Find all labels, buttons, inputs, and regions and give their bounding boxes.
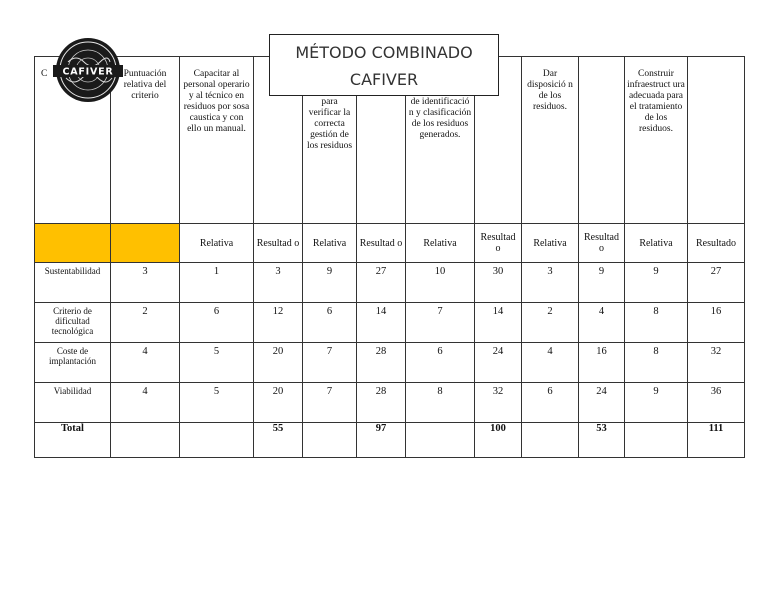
total-cell: 53: [579, 423, 625, 458]
table-cell: 24: [475, 343, 522, 383]
table-cell: 32: [475, 383, 522, 423]
criterio-cell: Sustentabilidad: [35, 263, 111, 303]
title-box: [269, 34, 499, 96]
table-cell: 16: [688, 303, 745, 343]
table-cell: 10: [406, 263, 475, 303]
header-alternativa-4: Dar disposició n de los residuos.: [522, 57, 579, 224]
criterio-cell: Coste de implantación: [35, 343, 111, 383]
criterio-cell: Criterio de dificultad tecnológica: [35, 303, 111, 343]
table-cell: 7: [303, 383, 357, 423]
table-cell: 3: [254, 263, 303, 303]
table-cell: 3: [111, 263, 180, 303]
table-cell: 8: [625, 343, 688, 383]
subheader-cell: [35, 224, 111, 263]
table-cell: 7: [303, 343, 357, 383]
table-cell: 24: [579, 383, 625, 423]
table-cell: 4: [579, 303, 625, 343]
criterio-cell: Viabilidad: [35, 383, 111, 423]
table-cell: 6: [180, 303, 254, 343]
table-cell: 9: [303, 263, 357, 303]
table-cell: 12: [254, 303, 303, 343]
table-cell: 7: [406, 303, 475, 343]
total-cell: [522, 423, 579, 458]
total-cell: 55: [254, 423, 303, 458]
table-cell: 6: [406, 343, 475, 383]
table-row: [35, 343, 745, 383]
total-cell: [625, 423, 688, 458]
subheader-cell: Relativa: [180, 224, 254, 263]
logo-text: CAFIVER: [62, 66, 114, 78]
table-cell: 20: [254, 383, 303, 423]
table-cell: 14: [357, 303, 406, 343]
header-alternativa-5: Construir infraestruct ura adecuada para el tratamiento de los residuos.: [625, 57, 688, 224]
table-cell: 28: [357, 343, 406, 383]
subheader-row: [35, 224, 745, 263]
subheader-cell: Resultad o: [579, 224, 625, 263]
subheader-cell: Relativa: [406, 224, 475, 263]
total-cell: [303, 423, 357, 458]
table-cell: 5: [180, 343, 254, 383]
subheader-cell: Relativa: [303, 224, 357, 263]
total-cell: 111: [688, 423, 745, 458]
subheader-cell: Resultad o: [475, 224, 522, 263]
header-alternativa-3: de identificació n y clasificación de los residuos generados.: [406, 57, 475, 224]
table-cell: 27: [357, 263, 406, 303]
table-cell: 9: [625, 383, 688, 423]
table-cell: 27: [688, 263, 745, 303]
header-empty: [688, 57, 745, 224]
table-cell: 8: [625, 303, 688, 343]
subheader-cell: Resultado: [688, 224, 745, 263]
subheader-cell: [111, 224, 180, 263]
table-cell: 1: [180, 263, 254, 303]
table-cell: 14: [475, 303, 522, 343]
subheader-cell: Resultad o: [357, 224, 406, 263]
table-cell: 6: [522, 383, 579, 423]
evaluation-table: [34, 56, 745, 458]
table-cell: 2: [522, 303, 579, 343]
table-cell: 28: [357, 383, 406, 423]
table-row: [35, 303, 745, 343]
header-criterio: C: [35, 57, 111, 224]
table-cell: 4: [111, 343, 180, 383]
header-puntuacion: Puntuación relativa del criterio: [111, 57, 180, 224]
table-cell: 36: [688, 383, 745, 423]
table-cell: 2: [111, 303, 180, 343]
table-cell: 6: [303, 303, 357, 343]
table-cell: 4: [111, 383, 180, 423]
table-cell: 3: [522, 263, 579, 303]
table-row: [35, 383, 745, 423]
header-empty: [579, 57, 625, 224]
cafiver-logo: [52, 36, 124, 104]
total-cell: 100: [475, 423, 522, 458]
total-cell: [406, 423, 475, 458]
table-cell: 30: [475, 263, 522, 303]
table-cell: 9: [579, 263, 625, 303]
total-label: Total: [35, 423, 111, 458]
title-line-2: CAFIVER: [349, 70, 419, 89]
table-cell: 4: [522, 343, 579, 383]
table-cell: 20: [254, 343, 303, 383]
header-alternativa-2: para verificar la correcta gestión de los residuos: [303, 57, 357, 224]
table-cell: 8: [406, 383, 475, 423]
table-cell: 16: [579, 343, 625, 383]
total-cell: 97: [357, 423, 406, 458]
table-row: [35, 263, 745, 303]
subheader-cell: Relativa: [522, 224, 579, 263]
header-alternativa-1: Capacitar al personal operario y al técnico en residuos por sosa caustica y con ello un manual.: [180, 57, 254, 224]
total-row: [35, 423, 745, 458]
total-cell: [111, 423, 180, 458]
total-cell: [180, 423, 254, 458]
table-cell: 5: [180, 383, 254, 423]
subheader-cell: Resultad o: [254, 224, 303, 263]
table-cell: 32: [688, 343, 745, 383]
subheader-cell: Relativa: [625, 224, 688, 263]
table-cell: 9: [625, 263, 688, 303]
title-line-1: MÉTODO COMBINADO: [295, 43, 473, 62]
